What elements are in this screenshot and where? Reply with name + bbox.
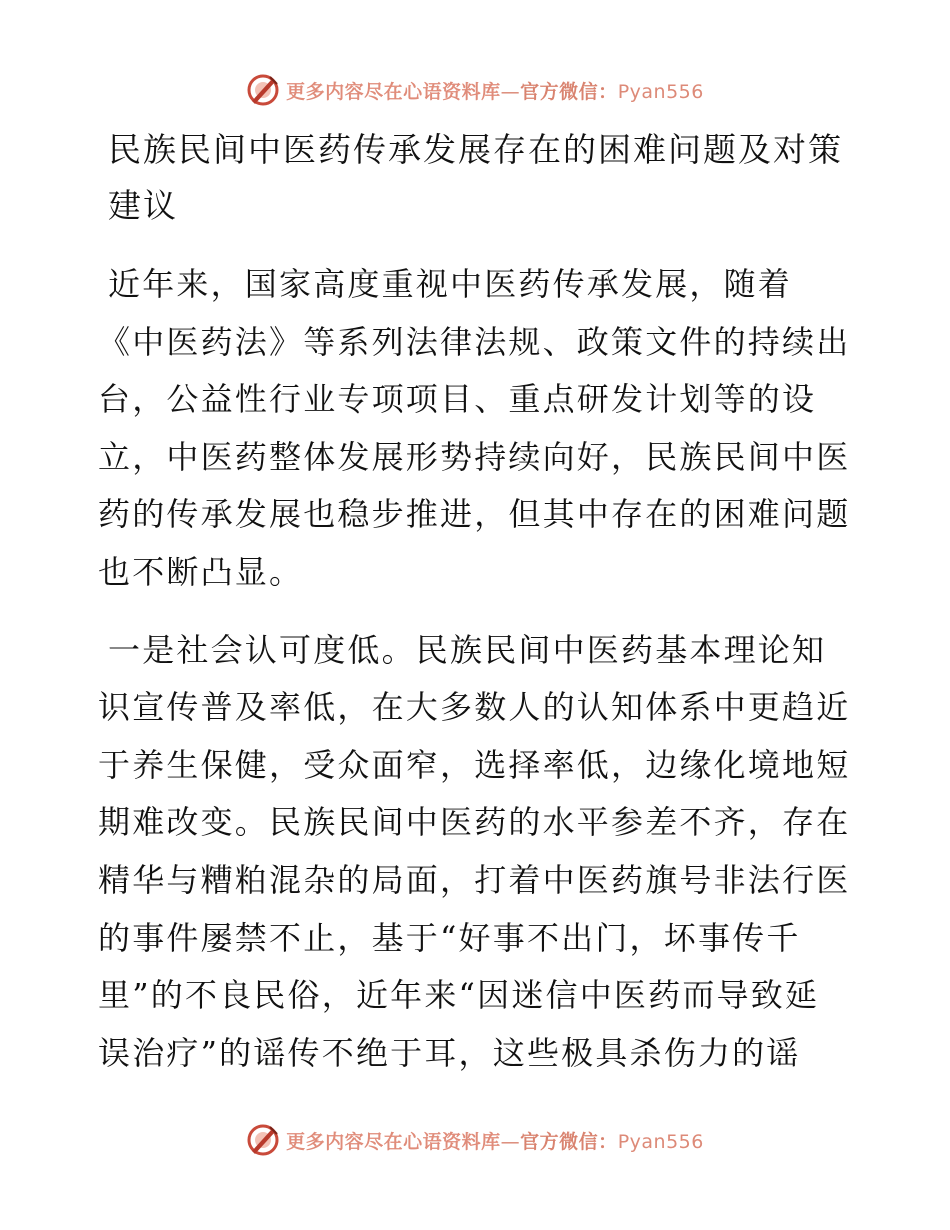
paragraph-first-point: [98, 622, 858, 1083]
text-line: 一是社会认可度低。民族民间中医药基本理论知: [108, 630, 827, 669]
text-line: 台，公益性行业专项项目、重点研发计划等的设: [98, 380, 817, 419]
watermark-label: 官方微信：: [520, 1130, 618, 1153]
text-line: 的事件屡禁不止，基于“好事不出门，坏事传千: [98, 918, 801, 957]
brush-logo-icon: [246, 73, 280, 107]
title-line: 民族民间中医药传承发展存在的困难问题及对策: [108, 130, 843, 169]
watermark-dash: —: [500, 80, 521, 103]
watermark-brand: 更多内容尽在心语资料库: [286, 1130, 501, 1153]
text-line: 识宣传普及率低，在大多数人的认知体系中更趋近: [98, 688, 851, 727]
watermark-label: 官方微信：: [520, 80, 618, 103]
text-line: 里”的不良民俗，近年来“因迷信中医药而导致延: [98, 976, 820, 1015]
document-title: [98, 122, 858, 234]
text-line: 期难改变。民族民间中医药的水平参差不齐，存在: [98, 803, 851, 842]
text-line: 近年来，国家高度重视中医药传承发展，随着: [108, 265, 793, 303]
watermark-dash: —: [500, 1130, 521, 1153]
text-line: 药的传承发展也稳步推进，但其中存在的困难问题: [98, 495, 851, 534]
text-line: 《中医药法》等系列法律法规、政策文件的持续出: [98, 322, 851, 361]
text-line: 于养生保健，受众面窄，选择率低，边缘化境地短: [98, 745, 851, 784]
watermark-wechat-id: Pyan556: [617, 1130, 704, 1153]
watermark-brand: 更多内容尽在心语资料库: [286, 80, 501, 103]
brush-logo-icon: [246, 1123, 280, 1157]
watermark-wechat-id: Pyan556: [617, 80, 704, 103]
watermark-text: [286, 1127, 704, 1154]
title-line: 建议: [108, 186, 178, 225]
paragraph-intro: [98, 256, 858, 602]
text-line: 也不断凸显。: [98, 552, 304, 591]
document-body: [98, 122, 858, 1082]
watermark-text: [286, 77, 704, 104]
text-line: 精华与糟粕混杂的局面，打着中医药旗号非法行医: [98, 860, 851, 899]
footer-watermark: [0, 1120, 950, 1160]
text-line: 误治疗”的谣传不绝于耳，这些极具杀伤力的谣: [98, 1033, 801, 1072]
text-line: 立，中医药整体发展形势持续向好，民族民间中医: [98, 437, 851, 476]
header-watermark: [0, 70, 950, 110]
